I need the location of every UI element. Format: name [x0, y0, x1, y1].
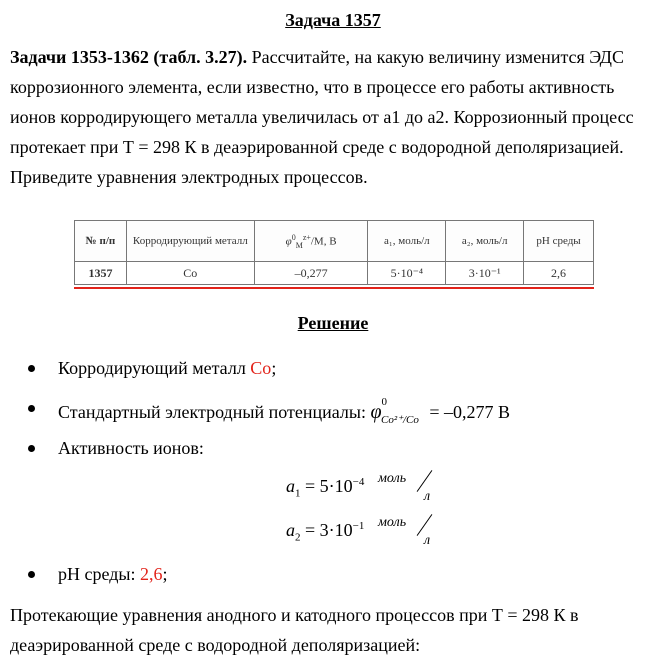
- bullet-dot: [28, 405, 35, 412]
- problem-line-4: протекает при Т = 298 К в деаэрированной среде с водородной деполяризацией.: [10, 137, 624, 157]
- metal-value: Co: [250, 358, 272, 378]
- problem-ref: Задачи 1353-1362 (табл. 3.27).: [10, 47, 248, 67]
- document-page: Задача 1357 Задачи 1353-1362 (табл. 3.27). Рассчитайте, на какую величину изменится ЭДС коррозионного элемента, если известно, что в процессе его работы активность ионов корродирующего металла увеличилась от a1 до a2. Коррозионный процесс протекает при Т = 298 К в деаэрированной среде с водородной деполяризацией. Приведите уравнения электродных процессов. № п/п Корродирующий металл $\varphi^0_M^{z+}/M$, В a₁, моль/л a₂, моль/л pH среды 1357 Co –0,277 5·10⁻⁴ 3·10⁻¹ 2,6 Решение Корродирующий металл Co; Стандартный электродный потенциалы: $\varphi^0_{Co^{2+}/Co} = -0,277$ В Активность ионов: $a_1 = 5\cdot 10^{-4}$ моль л $a_2 = 3\cdot 10^{-1}$ моль л pH среды: 2,6; Протекающие уравнения анодного и катодного процессов при Т = 298 К в деаэрированной среде с водородной деполяризацией:: [0, 0, 666, 650]
- cell-metal: Co: [126, 262, 254, 285]
- data-table: [74, 220, 594, 285]
- unit-denominator-2: л: [424, 533, 431, 548]
- cell-ph: 2,6: [524, 262, 594, 285]
- problem-line-3: ионов корродирующего металла увеличилась от a1 до a2. Коррозионный процесс: [10, 107, 634, 127]
- header-num: № п/п: [75, 221, 127, 262]
- formula-a2: $a_2 = 3\cdot 10^{-1}$: [286, 520, 365, 544]
- problem-line-1: Задачи 1353-1362 (табл. 3.27). Рассчитайте, на какую величину изменится ЭДС: [10, 47, 624, 67]
- problem-line-5: Приведите уравнения электродных процессов.: [10, 167, 368, 187]
- problem-statement: [10, 42, 658, 192]
- unit-numerator-2: моль: [378, 515, 407, 530]
- formula-a1: $a_1 = 5\cdot 10^{-4}$: [286, 476, 365, 500]
- processes-line-2: деаэрированной среде с водородной деполяризацией:: [10, 635, 421, 655]
- cell-num: 1357: [75, 262, 127, 285]
- table-underline: [74, 287, 594, 289]
- cell-potential: –0,277: [254, 262, 368, 285]
- processes-line-1: Протекающие уравнения анодного и катодного процессов при Т = 298 К в: [10, 605, 579, 625]
- bullet-dot: [28, 571, 35, 578]
- solution-heading: Решение: [297, 313, 369, 333]
- header-ph: pH среды: [524, 221, 594, 262]
- unit-numerator-1: моль: [378, 471, 407, 486]
- problem-line-2: коррозионного элемента, если известно, что в процессе его работы активность: [10, 77, 615, 97]
- table-header-row: [75, 221, 594, 262]
- header-a2: a₂, моль/л: [446, 221, 524, 262]
- processes-paragraph: [10, 600, 658, 660]
- cell-a1: 5·10⁻⁴: [368, 262, 446, 285]
- page-title: Задача 1357: [285, 10, 381, 30]
- ph-value: 2,6: [140, 564, 163, 584]
- bullet-dot: [28, 365, 35, 372]
- unit-denominator-1: л: [424, 489, 431, 504]
- header-metal: Корродирующий металл: [126, 221, 254, 262]
- header-potential: $\varphi^0_M^{z+}/M$, В: [254, 221, 368, 262]
- bullet-dot: [28, 445, 35, 452]
- potential-value: = –0,277 В: [429, 402, 511, 422]
- cell-a2: 3·10⁻¹: [446, 262, 524, 285]
- data-table-container: [74, 220, 594, 288]
- header-a1: a₁, моль/л: [368, 221, 446, 262]
- table-row: [75, 262, 594, 285]
